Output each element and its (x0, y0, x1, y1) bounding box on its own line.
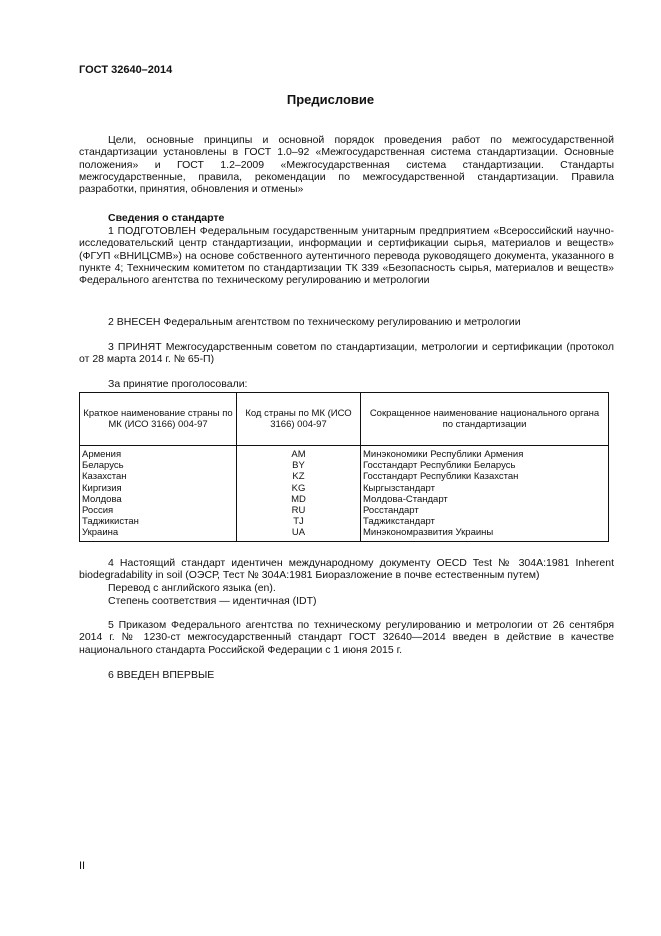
country-cell: Армения (80, 446, 237, 461)
intro-paragraph: Цели, основные принципы и основной порядок проведения работ по межгосударственной стандартизации установлены в ГОСТ 1.0–92 «Межгосударственная система стандартизации. Основные положения» и ГОСТ 1.2–2009 «Межгосударственная система стандартизации. Стандарты межгосударственные, правила, рекомендации по межгосударственной стандартизации. Правила разработки, принятия, обновления и отмены» (79, 134, 614, 196)
code-cell: MD (237, 494, 361, 505)
table-row (80, 460, 609, 471)
item-4-degree: Степень соответствия — идентичная (IDT) (108, 595, 317, 607)
table-header-code: Код страны по МК (ИСО 3166) 004-97 (237, 393, 361, 446)
standards-body-cell: Кыргызстандарт (361, 483, 609, 494)
table-header-row (80, 393, 609, 446)
code-cell: AM (237, 446, 361, 461)
standards-body-cell: Госстандарт Республики Казахстан (361, 471, 609, 482)
code-cell: KZ (237, 471, 361, 482)
code-cell: TJ (237, 516, 361, 527)
info-heading: Сведения о стандарте (108, 212, 225, 224)
code-cell: UA (237, 527, 361, 541)
country-cell: Беларусь (80, 460, 237, 471)
country-cell: Россия (80, 505, 237, 516)
table-header-body: Сокращенное наименование национального органа по стандартизации (361, 393, 609, 446)
standards-body-cell: Таджикстандарт (361, 516, 609, 527)
table-row (80, 471, 609, 482)
voted-label: За принятие проголосовали: (108, 378, 248, 390)
code-cell: KG (237, 483, 361, 494)
country-cell: Киргизия (80, 483, 237, 494)
standards-body-cell: Госстандарт Республики Беларусь (361, 460, 609, 471)
page-title: Предисловие (286, 92, 375, 107)
voting-table (79, 392, 609, 542)
table-body (80, 446, 609, 542)
standards-body-cell: Молдова-Стандарт (361, 494, 609, 505)
table-row (80, 483, 609, 494)
item-4-paragraph: 4 Настоящий стандарт идентичен международному документу OECD Test № 304А:1981 Inherent biodegradability in soil (ОЭСР, Тест № 304А:1981 Биоразложение в почве естественным путем) (79, 557, 614, 582)
item-2-paragraph: 2 ВНЕСЕН Федеральным агентством по техническому регулированию и метрологии (108, 316, 521, 328)
page-number: II (79, 860, 86, 872)
document-header: ГОСТ 32640–2014 (79, 64, 173, 76)
item-5-paragraph: 5 Приказом Федерального агентства по техническому регулированию и метрологии от 26 сентября 2014 г. № 1230-ст межгосударственный стандарт ГОСТ 32640—2014 введен в действие в качестве национального стандарта Российской Федерации с 1 июня 2015 г. (79, 619, 614, 656)
code-cell: BY (237, 460, 361, 471)
country-cell: Казахстан (80, 471, 237, 482)
country-cell: Таджикистан (80, 516, 237, 527)
standards-body-cell: Росстандарт (361, 505, 609, 516)
table-row (80, 527, 609, 541)
table-row (80, 446, 609, 461)
table-header-country: Краткое наименование страны по МК (ИСО 3166) 004-97 (80, 393, 237, 446)
country-cell: Украина (80, 527, 237, 541)
table-row (80, 516, 609, 527)
item-4-language: Перевод с английского языка (en). (108, 582, 276, 594)
table-row (80, 494, 609, 505)
country-cell: Молдова (80, 494, 237, 505)
standards-body-cell: Минэкономики Республики Армения (361, 446, 609, 461)
table-row (80, 505, 609, 516)
item-3-paragraph: 3 ПРИНЯТ Межгосударственным советом по стандартизации, метрологии и сертификации (протокол от 28 марта 2014 г. № 65-П) (79, 341, 614, 366)
standards-body-cell: Минэкономразвития Украины (361, 527, 609, 541)
item-6-paragraph: 6 ВВЕДЕН ВПЕРВЫЕ (108, 669, 215, 681)
code-cell: RU (237, 505, 361, 516)
item-1-paragraph: 1 ПОДГОТОВЛЕН Федеральным государственным унитарным предприятием «Всероссийский научно-исследовательский центр стандартизации, информации и сертификации сырья, материалов и веществ» (ФГУП «ВНИЦСМВ») на основе собственного аутентичного перевода руководящего документа, указанного в пункте 4; Техническим комитетом по стандартизации ТК 339 «Безопасность сырья, материалов и веществ» Федерального агентства по техническому регулированию и метрологии (79, 225, 614, 287)
